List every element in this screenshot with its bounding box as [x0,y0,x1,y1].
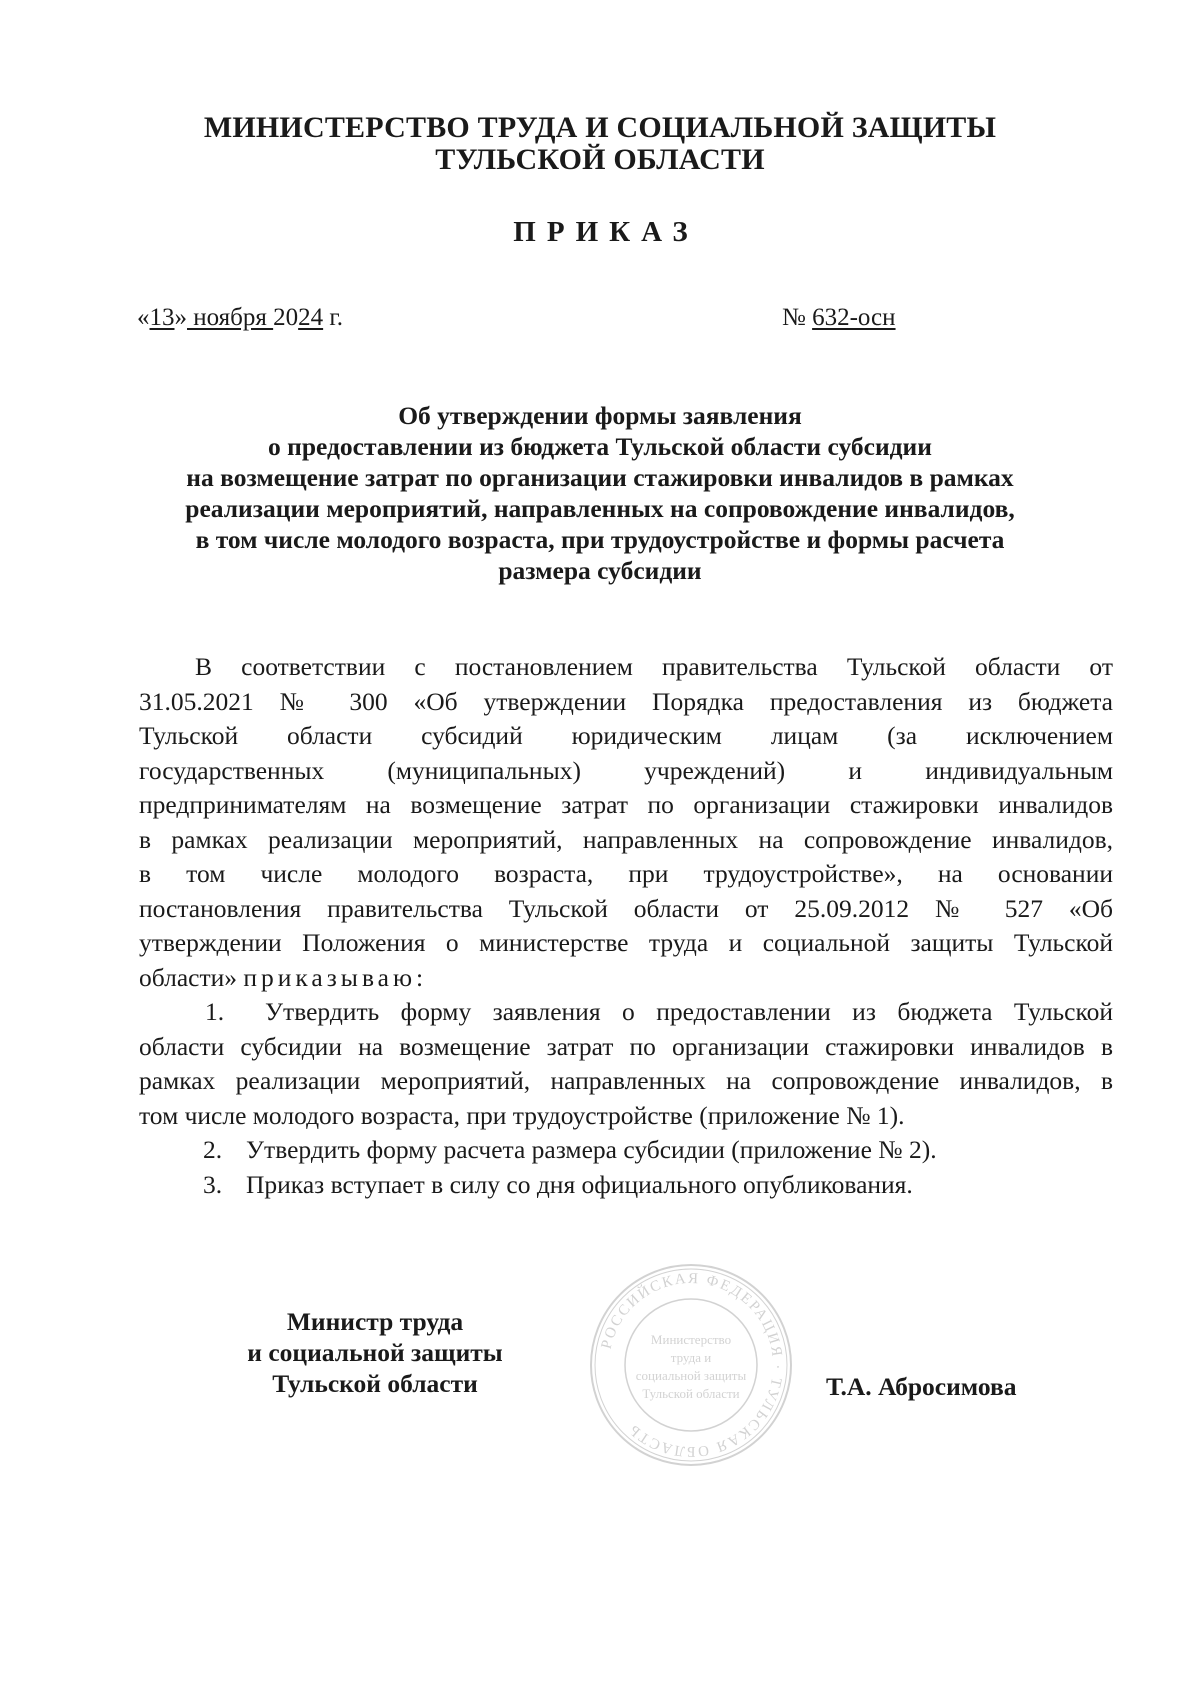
document-type-heading: ПРИКАЗ [513,216,699,248]
date-year-suffix: 24 [298,304,324,331]
preamble-line: утверждении Положения о министерстве труда и социальной защиты Тульской [139,928,1113,957]
ministry-name-line-1: МИНИСТЕРСТВО ТРУДА И СОЦИАЛЬНОЙ ЗАЩИТЫ [203,111,997,144]
item-1-number: 1. [205,997,225,1026]
preamble-line: предпринимателям на возмещение затрат по организации стажировки инвалидов [139,790,1113,819]
seal-inner-line: Тульской области [642,1386,740,1401]
item-3 [139,1168,1113,1203]
position-line: Тульской области [272,1369,478,1398]
item-2 [139,1133,1113,1168]
item-3-text: Приказ вступает в силу со дня официального опубликования. [246,1169,913,1199]
seal-inner-line: Министерство [650,1332,732,1347]
preamble-line: в рамках реализации мероприятий, направленных на сопровождение инвалидов, [139,824,1113,854]
preamble-line: государственных (муниципальных) учреждений) и индивидуальным [139,755,1113,785]
item-1-line: области субсидии на возмещение затрат по организации стажировки инвалидов в [139,1031,1113,1061]
title-line: размера субсидии [498,556,702,585]
preamble-line: в том числе молодого возраста, при трудоустройстве», на основании [139,859,1113,888]
official-seal [586,1260,796,1470]
item-1-line: рамках реализации мероприятий, направленных на сопровождение инвалидов, в [139,1066,1113,1095]
title-line: в том числе молодого возраста, при трудоустройстве и формы расчета [195,525,1005,554]
signer-name: Т.А. Абросимова [826,1372,1017,1401]
number-sign: № [782,304,813,331]
item-1 [139,995,1113,1030]
ministry-header [0,112,1200,176]
order-title [100,400,1100,586]
order-date [137,304,343,332]
order-directive: приказываю: [243,962,428,992]
preamble-line: Тульской области субсидий юридическим лицам (за исключением [139,721,1113,750]
date-open-quote: « [137,304,150,331]
order-number [782,304,896,332]
item-1-line: том числе молодого возраста, при трудоустройстве (приложение № 1). [139,1100,905,1130]
order-body [139,650,1113,1202]
date-year-prefix: 20 [273,304,299,331]
item-1-line: Утвердить форму заявления о предоставлении из бюджета Тульской [265,997,1113,1026]
date-close-quote: » [174,304,187,331]
number-value: 632-осн [812,304,896,331]
preamble-last-line [139,961,1113,996]
title-line: Об утверждении формы заявления [398,401,802,430]
position-line: Министр труда [286,1307,464,1336]
title-line: реализации мероприятий, направленных на сопровождение инвалидов, [185,494,1015,523]
title-line: о предоставлении из бюджета Тульской области субсидии [268,432,932,461]
date-day: 13 [149,304,175,331]
preamble-line: постановления правительства Тульской области от 25.09.2012 № 527 «Об [139,893,1113,923]
preamble-line: 31.05.2021 № 300 «Об утверждении Порядка предоставления из бюджета [139,686,1113,716]
ministry-name-line-2: ТУЛЬСКОЙ ОБЛАСТИ [435,143,765,176]
position-line: и социальной защиты [247,1338,503,1367]
title-line: на возмещение затрат по организации стажировки инвалидов в рамках [186,463,1014,492]
date-month: ноября [187,304,274,331]
item-2-text: Утвердить форму расчета размера субсидии (приложение № 2). [246,1135,937,1164]
seal-outer-text: РОССИЙСКАЯ ФЕДЕРАЦИЯ · ТУЛЬСКАЯ ОБЛАСТЬ [598,1270,786,1460]
preamble-line: В соответствии с постановлением правительства Тульской области от [195,652,1113,681]
signatory-position [220,1306,530,1399]
item-3-number: 3. [203,1169,223,1199]
seal-inner-line: социальной защиты [635,1368,747,1383]
seal-inner-line: труда и [670,1350,712,1365]
item-2-number: 2. [203,1135,223,1164]
preamble-last-start: области» [139,962,244,992]
date-suffix: г. [323,304,344,331]
